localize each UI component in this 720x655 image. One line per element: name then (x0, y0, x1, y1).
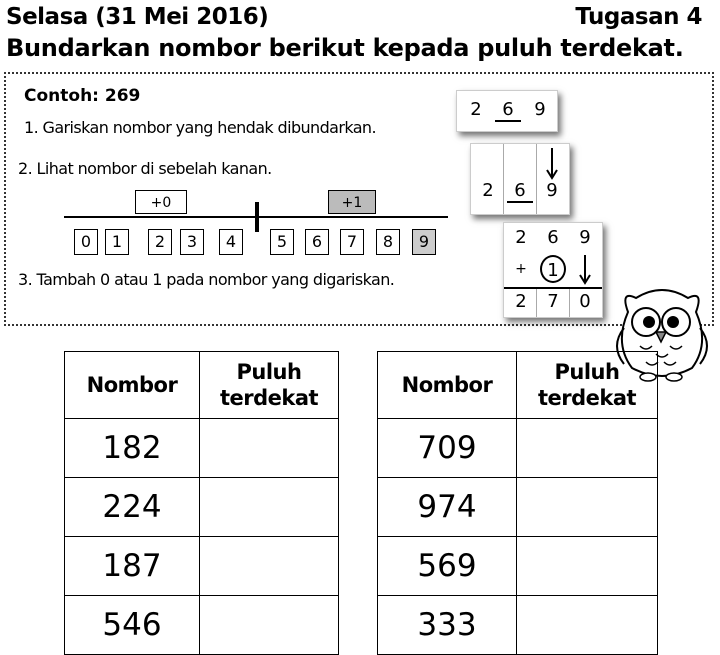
table-header-row (65, 352, 339, 419)
header-puluh-terdekat: Puluh terdekat (517, 352, 658, 419)
instruction-text: Bundarkan nombor berikut kepada puluh terdekat. (6, 34, 684, 62)
step-2-text: 2. Lihat nombor di sebelah kanan. (18, 159, 272, 178)
answer-cell[interactable] (200, 478, 339, 537)
number-cell: 224 (65, 478, 200, 537)
answer-cell[interactable] (517, 537, 658, 596)
sum-line (504, 287, 602, 289)
digit-box: 0 (74, 229, 98, 255)
circled-digit: 1 (540, 255, 566, 283)
date-heading: Selasa (31 Mei 2016) (6, 4, 269, 30)
digit-box: 5 (270, 229, 294, 255)
example-card-add (503, 222, 603, 318)
number-cell: 569 (378, 537, 517, 596)
label-plus-one: +1 (328, 190, 376, 214)
number-cell: 709 (378, 419, 517, 478)
header-nombor: Nombor (65, 352, 200, 419)
down-arrow-icon (545, 148, 559, 180)
card-digit: 9 (579, 227, 591, 248)
plus-sign: + (515, 261, 527, 277)
header-puluh-terdekat: Puluh terdekat (200, 352, 339, 419)
table-header-row (378, 352, 658, 419)
number-line-midpoint (255, 202, 259, 232)
header-nombor: Nombor (378, 352, 517, 419)
label-plus-zero: +0 (135, 190, 187, 214)
answer-cell[interactable] (517, 419, 658, 478)
number-cell: 974 (378, 478, 517, 537)
result-digit: 7 (547, 291, 559, 312)
step-1-text: 1. Gariskan nombor yang hendak dibundarkan. (24, 118, 376, 137)
step-3-text: 3. Tambah 0 atau 1 pada nombor yang digariskan. (18, 270, 395, 289)
digit-box: 7 (340, 229, 364, 255)
table-row (65, 596, 339, 655)
table-row (378, 419, 658, 478)
table-row (65, 537, 339, 596)
answer-cell[interactable] (517, 478, 658, 537)
result-digit: 2 (515, 291, 527, 312)
card-digit: 9 (546, 180, 558, 201)
card-digit: 6 (547, 227, 559, 248)
table-row (65, 478, 339, 537)
card-divider (536, 144, 537, 214)
rounding-table-left (64, 351, 339, 655)
table-row (378, 478, 658, 537)
table-row (378, 537, 658, 596)
result-digit: 0 (579, 291, 591, 312)
card-digit: 9 (534, 99, 546, 120)
card-divider (503, 144, 504, 214)
answer-cell[interactable] (517, 596, 658, 655)
card-digit-underlined: 6 (507, 180, 533, 203)
card-divider (569, 289, 570, 317)
digit-box-highlighted: 9 (412, 229, 436, 255)
number-cell: 182 (65, 419, 200, 478)
digit-box: 1 (105, 229, 129, 255)
example-card-look-right (470, 143, 570, 215)
card-divider (536, 289, 537, 317)
answer-cell[interactable] (200, 419, 339, 478)
table-row (378, 596, 658, 655)
card-digit-underlined: 6 (495, 99, 521, 122)
digit-box: 8 (376, 229, 400, 255)
task-heading: Tugasan 4 (575, 4, 702, 30)
table-row (65, 419, 339, 478)
number-cell: 546 (65, 596, 200, 655)
answer-cell[interactable] (200, 596, 339, 655)
card-digit: 2 (482, 180, 494, 201)
card-digit: 2 (470, 99, 482, 120)
digit-box: 2 (148, 229, 172, 255)
card-digit: 2 (515, 227, 527, 248)
example-title: Contoh: 269 (24, 86, 141, 106)
digit-box: 3 (180, 229, 204, 255)
digit-box: 6 (305, 229, 329, 255)
number-cell: 333 (378, 596, 517, 655)
rounding-table-right (377, 351, 658, 655)
number-cell: 187 (65, 537, 200, 596)
example-card-underline (456, 90, 558, 132)
down-arrow-icon (578, 255, 592, 285)
digit-box: 4 (219, 229, 243, 255)
answer-cell[interactable] (200, 537, 339, 596)
